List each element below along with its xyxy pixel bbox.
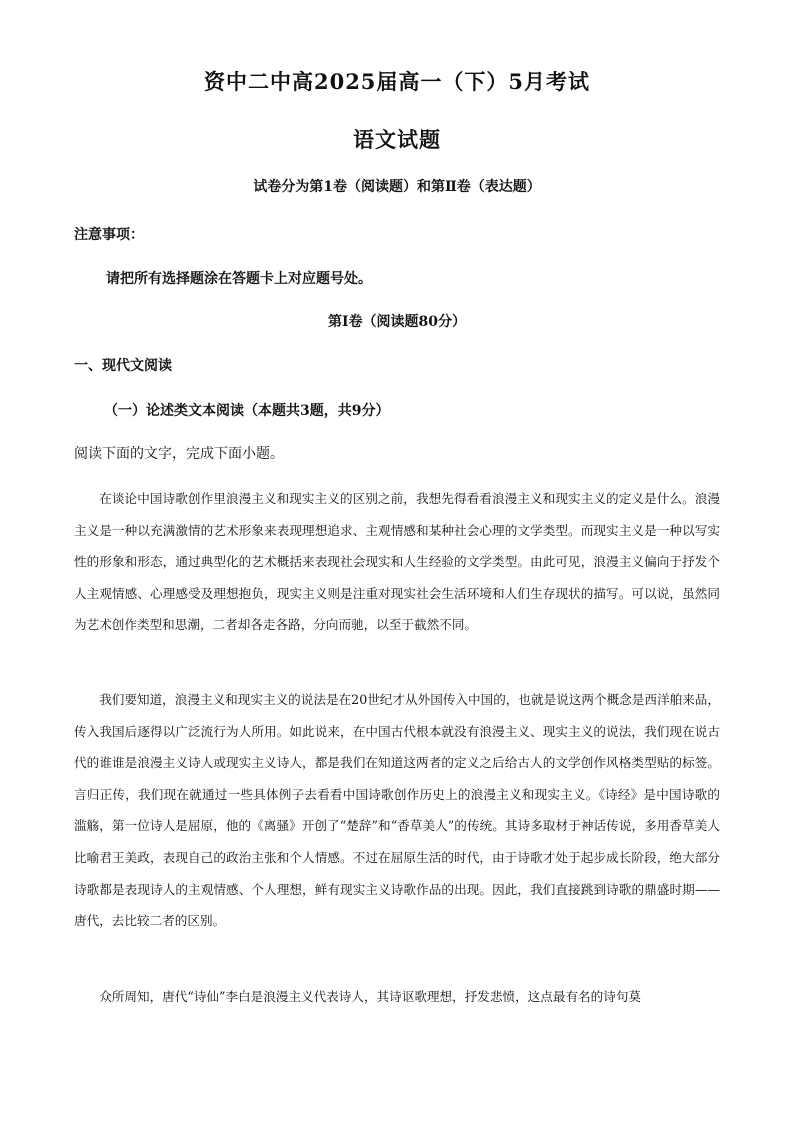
exam-structure-note: 试卷分为第1卷（阅读题）和第Ⅱ卷（表达题） <box>253 179 541 195</box>
subsection-heading: （一）论述类文本阅读（本题共3题，共9分） <box>104 403 390 419</box>
exam-title: 资中二中高2025届高一（下）5月考试 <box>203 69 591 94</box>
passage-paragraph-3: 众所周知，唐代“诗仙”李白是浪漫主义代表诗人，其诗讴歌理想，抒发悲愤，这点最有名的诗句莫 <box>99 989 642 1004</box>
passage-paragraph-2: 我们要知道，浪漫主义和现实主义的说法是在20世纪才从外国传入中国的，也就是说这两个概念是西洋舶来品，传入我国后逐得以广泛流行为人所用。如此说来，在中国古代根本就没有浪漫主义、现实主义的说法，我们现在说古代的谁谁是浪漫主义诗人或现实主义诗人，都是我们在知道这两者的定义之后给古人的文学创作风格类型贴的标签。言归正传，我们现在就通过一些具体例子去看看中国诗歌创作历史上的浪漫主义和现实主义。《诗经》是中国诗歌的滥觞，第一位诗人是屈原，他的《离骚》开创了“楚辞”和“香草美人”的传统。其诗多取材于神话传说，多用香草美人比喻君王美政，表现自己的政治主张和个人情感。不过在屈原生活的时代，由于诗歌才处于起步成长阶段，绝大部分诗歌都是表现诗人的主观情感、个人理想，鲜有现实主义诗歌作品的出现。因此，我们直接跳到诗歌的鼎盛时期——唐代，去比较二者的区别。 <box>74 692 720 929</box>
notice-body: 请把所有选择题涂在答题卡上对应题号处。 <box>106 271 372 287</box>
passage-paragraph-1: 在谈论中国诗歌创作里浪漫主义和现实主义的区别之前，我想先得看看浪漫主义和现实主义的定义是什么。浪漫主义是一种以充满激情的艺术形象来表现理想追求、主观情感和某种社会心理的文学类型。而现实主义是一种以写实性的形象和形态，通过典型化的艺术概括来表现社会现实和人生经验的文学类型。由此可见，浪漫主义偏向于抒发个人主观情感、心理感受及理想抱负，现实主义则是注重对现实社会生活环境和人们生存现状的描写。可以说，虽然同为艺术创作类型和思潮，二者却各走各路，分向而驰，以至于截然不同。 <box>74 491 720 633</box>
volume-title: 第Ⅰ卷（阅读题80分） <box>327 314 467 330</box>
subject-title: 语文试题 <box>353 127 441 152</box>
reading-instruction: 阅读下面的文字，完成下面小题。 <box>74 446 284 462</box>
section-heading: 一、现代文阅读 <box>74 358 172 374</box>
notice-heading: 注意事项： <box>74 227 144 243</box>
